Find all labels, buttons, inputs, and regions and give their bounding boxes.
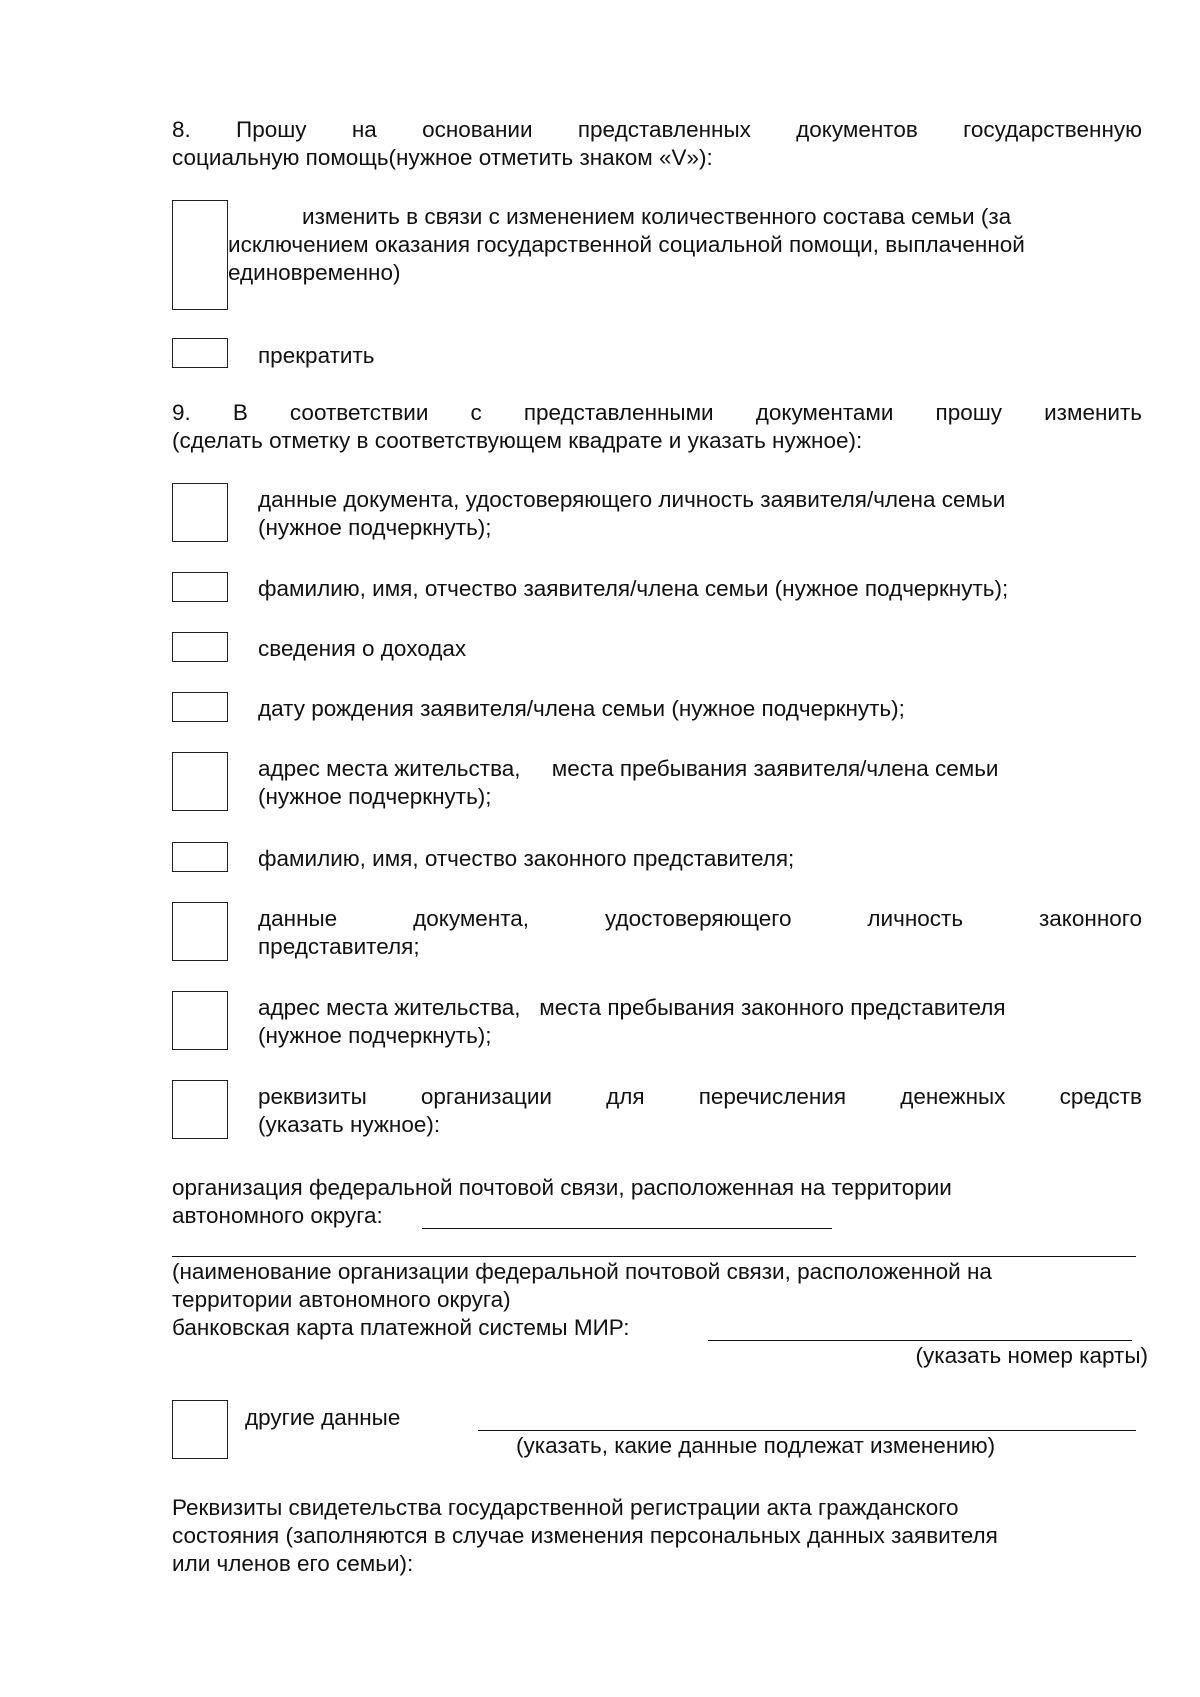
item-identity-document-line1: данные документа, удостоверяющего личность заявителя/члена семьи [258,487,1006,512]
option-change-line1: изменить в связи с изменением количественного состава семьи (за [302,204,1012,229]
section8-heading-line1: 8. Прошу на основании представленных документов государственную [172,117,1142,142]
card-number-field[interactable] [708,1340,1132,1341]
other-data-caption: (указать, какие данные подлежат изменению) [516,1433,996,1458]
item-representative-address-line1: адрес места жительства, места пребывания законного представителя [258,995,1006,1020]
checkbox-change-family-composition[interactable] [172,200,228,310]
option-terminate-label: прекратить [258,343,375,368]
item-income-label: сведения о доходах [258,636,467,661]
other-data-label: другие данные [245,1405,401,1430]
section8-heading-line2: социальную помощь(нужное отметить знаком «V»): [172,145,713,170]
checkbox-address[interactable] [172,752,228,811]
item-bank-details-line2: (указать нужное): [258,1112,441,1137]
checkbox-terminate[interactable] [172,338,228,368]
item-representative-name-label: фамилию, имя, отчество законного представителя; [258,846,795,871]
option-change-line3: единовременно) [228,260,401,285]
other-data-field[interactable] [478,1430,1136,1431]
item-bank-details-line1: реквизиты организации для перечисления денежных средств [258,1084,1142,1109]
card-label: банковская карта платежной системы МИР: [172,1315,630,1340]
item-address-line2: (нужное подчеркнуть); [258,784,492,809]
postal-caption-line1: (наименование организации федеральной почтовой связи, расположенной на [172,1259,992,1284]
postal-caption-line2: территории автономного округа) [172,1287,511,1312]
postal-line1: организация федеральной почтовой связи, расположенная на территории [172,1175,952,1200]
certificate-line3: или членов его семьи): [172,1551,414,1576]
card-caption: (указать номер карты) [915,1343,1148,1368]
postal-organization-name-field[interactable] [172,1256,1136,1257]
item-full-name-label: фамилию, имя, отчество заявителя/члена семьи (нужное подчеркнуть); [258,576,1009,601]
item-representative-document-line2: представителя; [258,934,420,959]
section9-heading-line1: 9. В соответствии с представленными документами прошу изменить [172,400,1142,425]
checkbox-full-name[interactable] [172,572,228,602]
item-representative-document-line1: данные документа, удостоверяющего личность законного [258,906,1142,931]
option-change-line2: исключением оказания государственной социальной помощи, выплаченной [228,232,1025,257]
checkbox-birth-date[interactable] [172,692,228,722]
item-birth-date-label: дату рождения заявителя/члена семьи (нужное подчеркнуть); [258,696,905,721]
item-address-line1: адрес места жительства, места пребывания заявителя/члена семьи [258,756,999,781]
item-identity-document-line2: (нужное подчеркнуть); [258,515,492,540]
checkbox-representative-document[interactable] [172,902,228,961]
postal-district-field[interactable] [422,1228,832,1229]
checkbox-representative-address[interactable] [172,991,228,1050]
checkbox-representative-name[interactable] [172,842,228,872]
checkbox-bank-details[interactable] [172,1080,228,1139]
certificate-line1: Реквизиты свидетельства государственной регистрации акта гражданского [172,1495,959,1520]
certificate-line2: состояния (заполняются в случае изменения персональных данных заявителя [172,1523,998,1548]
item-representative-address-line2: (нужное подчеркнуть); [258,1023,492,1048]
checkbox-identity-document[interactable] [172,483,228,542]
checkbox-other-data[interactable] [172,1400,228,1459]
section9-heading-line2: (сделать отметку в соответствующем квадрате и указать нужное): [172,428,863,453]
checkbox-income[interactable] [172,632,228,662]
postal-line2: автономного округа: [172,1203,383,1228]
